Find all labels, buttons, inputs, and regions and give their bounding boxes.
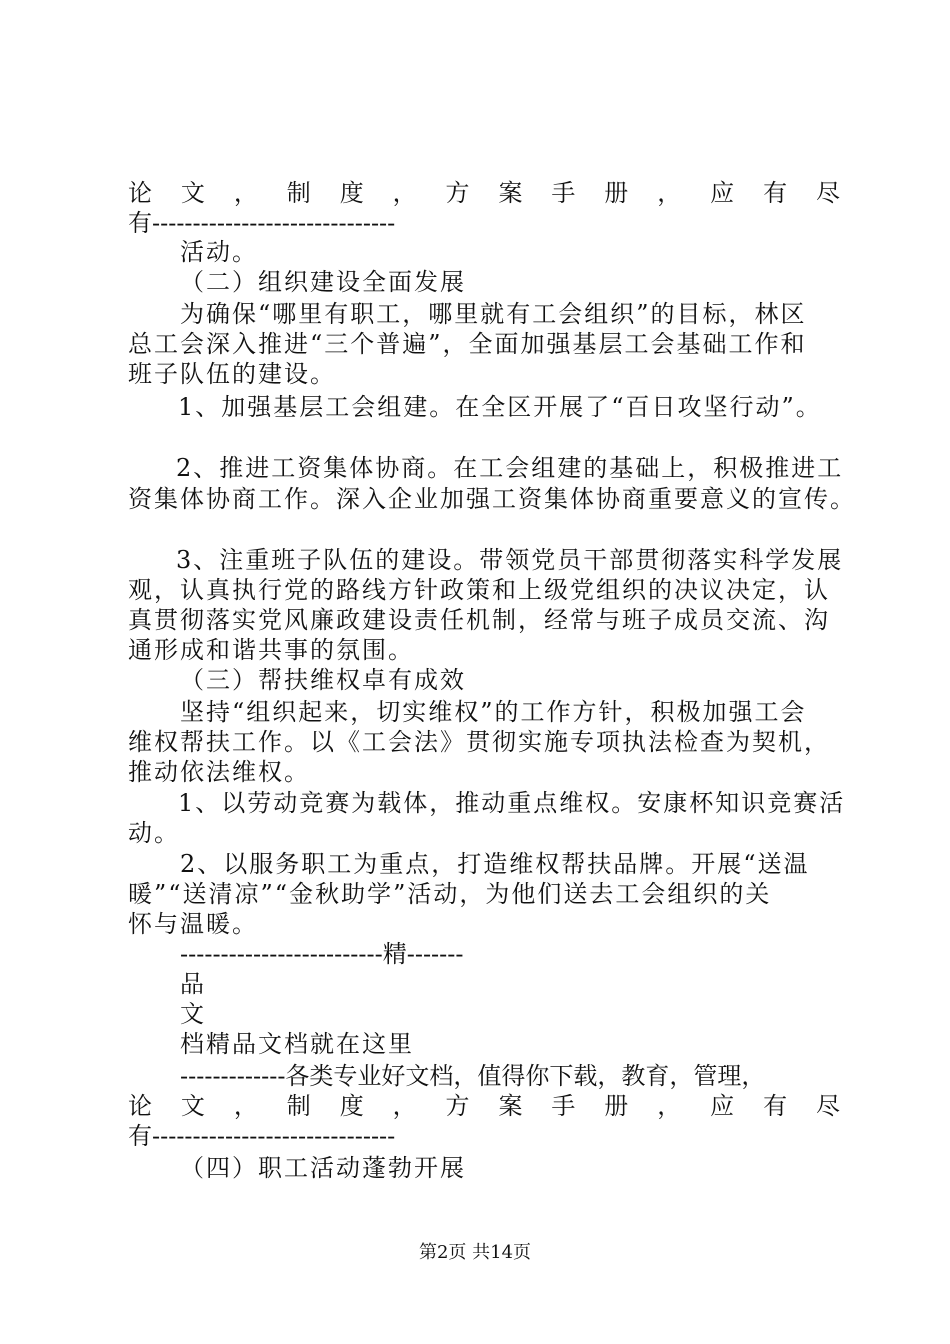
paragraph-line: 活动。	[180, 238, 258, 266]
paragraph-line: 3、注重班子队伍的建设。带领党员干部贯彻落实科学发展	[176, 546, 844, 574]
paragraph-line: 为确保“哪里有职工，哪里就有工会组织”的目标，林区	[180, 300, 807, 328]
watermark-line: 档精品文档就在这里	[180, 1030, 414, 1058]
justified-char: 制	[286, 179, 311, 207]
justified-char: 有	[763, 179, 788, 207]
paragraph-line: 维权帮扶工作。以《工会法》贯彻实施专项执法检查为契机，	[128, 728, 830, 756]
paragraph-line: 2、以服务职工为重点，打造维权帮扶品牌。开展“送温	[180, 850, 810, 878]
justified-char: 度	[339, 179, 364, 207]
justified-char: ，	[233, 1092, 258, 1120]
watermark-line: 文	[180, 1000, 206, 1028]
justified-char: 尽	[815, 179, 840, 207]
justified-char: 应	[710, 179, 735, 207]
justified-char: ，	[392, 1092, 417, 1120]
paragraph-line: 推动依法维权。	[128, 758, 310, 786]
justified-char: ，	[657, 1092, 682, 1120]
watermark-top-dash-line: 有------------------------------	[128, 209, 396, 237]
justified-char: 制	[286, 1092, 311, 1120]
justified-char: 手	[551, 179, 576, 207]
justified-char: 方	[445, 179, 470, 207]
justified-char: 手	[551, 1092, 576, 1120]
section-heading-3: （三）帮扶维权卓有成效	[180, 666, 466, 694]
paragraph-line: 怀与温暖。	[128, 910, 258, 938]
paragraph-line: 通形成和谐共事的氛围。	[128, 636, 414, 664]
justified-char: 有	[763, 1092, 788, 1120]
paragraph-line: 坚持“组织起来，切实维权”的工作方针，积极加强工会	[180, 698, 807, 726]
watermark-line: -------------各类专业好文档，值得你下载，教育，管理，	[180, 1062, 766, 1090]
justified-char: 论	[128, 179, 152, 207]
justified-char: 案	[498, 1092, 523, 1120]
section-heading-2: （二）组织建设全面发展	[180, 268, 466, 296]
justified-char: 案	[498, 179, 523, 207]
paragraph-line: 观，认真执行党的路线方针政策和上级党组织的决议决定，认	[128, 576, 830, 604]
paragraph-line: 1、以劳动竞赛为载体，推动重点维权。安康杯知识竞赛活	[178, 789, 846, 817]
section-heading-4: （四）职工活动蓬勃开展	[180, 1154, 466, 1182]
paragraph-line: 1、加强基层工会组建。在全区开展了“百日攻坚行动”。	[178, 393, 822, 421]
watermark-line: -------------------------精-------	[180, 940, 464, 968]
justified-char: 册	[604, 1092, 629, 1120]
paragraph-line: 资集体协商工作。深入企业加强工资集体协商重要意义的宣传。	[128, 485, 856, 513]
watermark-justified-row	[128, 1091, 840, 1121]
watermark-line: 有------------------------------	[128, 1122, 396, 1150]
justified-char: 应	[710, 1092, 735, 1120]
justified-char: 论	[128, 1092, 152, 1120]
paragraph-line: 暖”“送清凉”“金秋助学”活动，为他们送去工会组织的关	[128, 880, 772, 908]
justified-char: 文	[180, 179, 205, 207]
paragraph-line: 2、推进工资集体协商。在工会组建的基础上，积极推进工	[176, 454, 844, 482]
justified-char: 度	[339, 1092, 364, 1120]
watermark-top-justified-row	[128, 178, 840, 208]
paragraph-line: 真贯彻落实党风廉政建设责任机制，经常与班子成员交流、沟	[128, 606, 830, 634]
paragraph-line: 班子队伍的建设。	[128, 360, 336, 388]
justified-char: ，	[392, 179, 417, 207]
justified-char: 尽	[815, 1092, 840, 1120]
justified-char: ，	[233, 179, 258, 207]
justified-char: 文	[180, 1092, 205, 1120]
justified-char: 册	[604, 179, 629, 207]
watermark-line: 品	[180, 970, 206, 998]
justified-char: ，	[657, 179, 682, 207]
justified-char: 方	[445, 1092, 470, 1120]
page-footer: 第2页 共14页	[418, 1242, 532, 1263]
paragraph-line: 总工会深入推进“三个普遍”，全面加强基层工会基础工作和	[128, 330, 807, 358]
paragraph-line: 动。	[128, 819, 180, 847]
